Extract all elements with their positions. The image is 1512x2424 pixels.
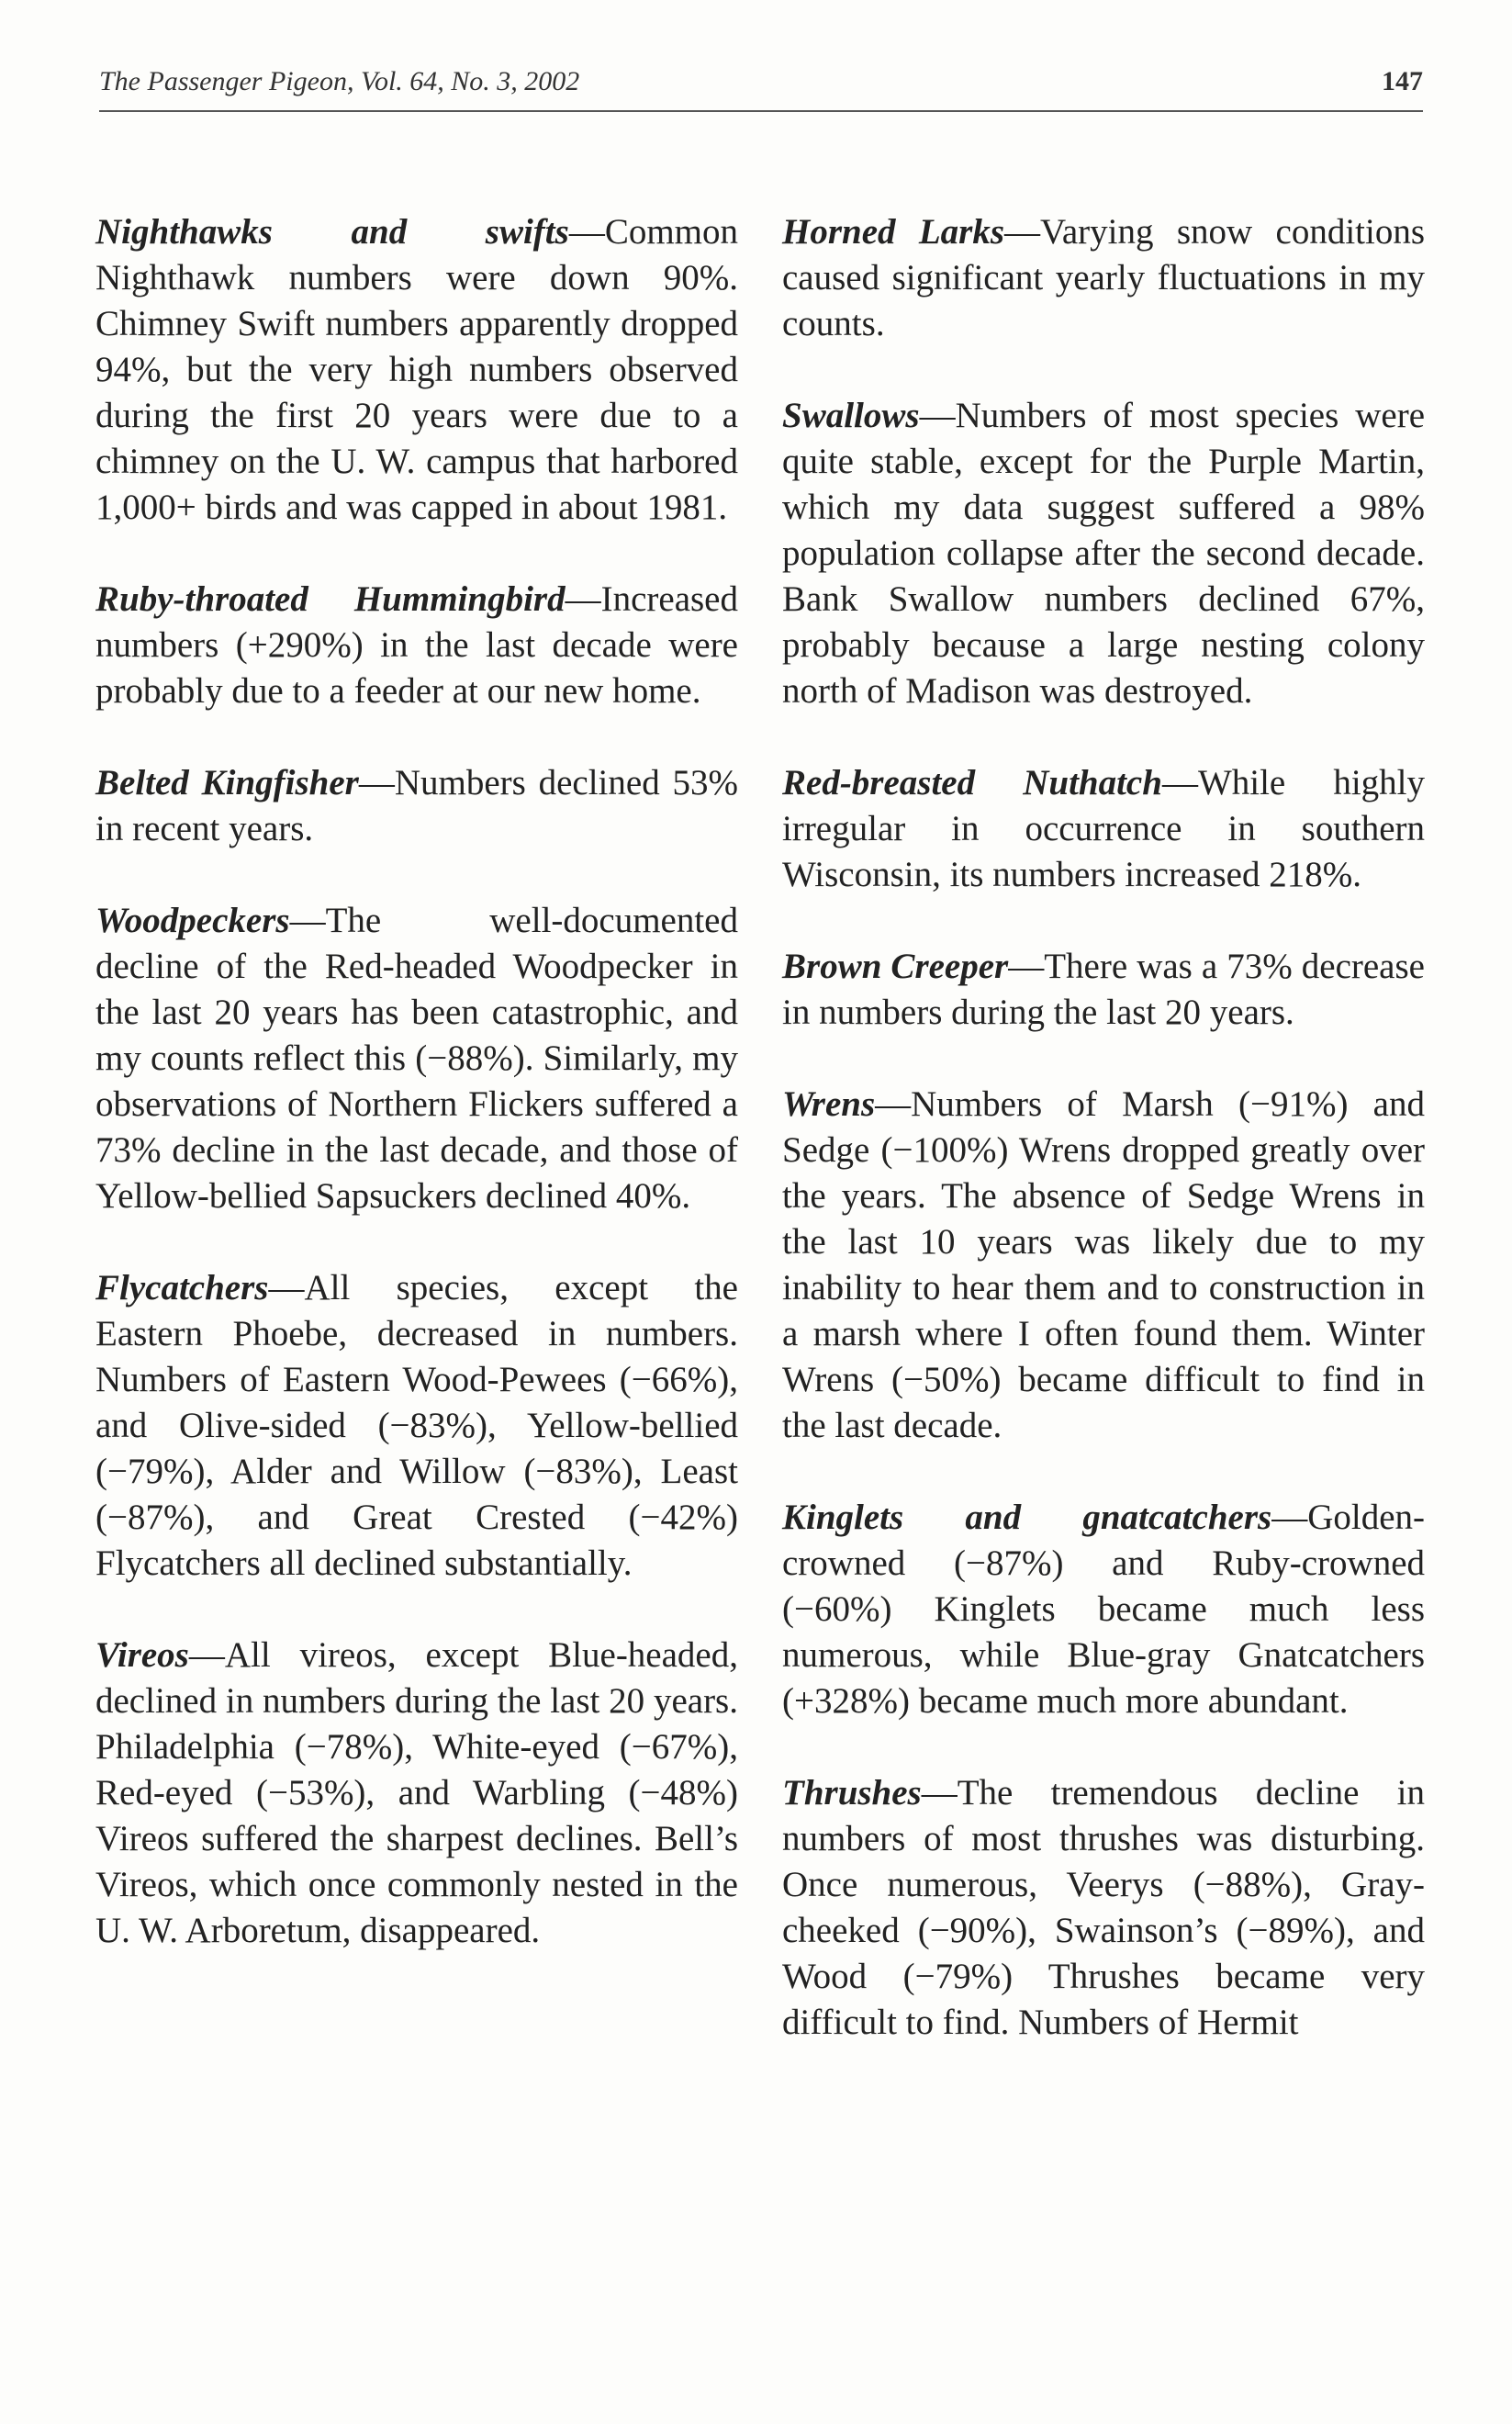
species-paragraph — [95, 577, 738, 714]
species-heading: Belted Kingfisher — [95, 763, 359, 802]
species-heading: Red-breasted Nuthatch — [782, 763, 1162, 802]
species-heading: Brown Creeper — [782, 947, 1009, 986]
species-heading: Flycatchers — [95, 1268, 269, 1307]
species-paragraph — [782, 209, 1425, 347]
species-text: —All vireos, except Blue-headed, declined in numbers during the last 20 years. Philadelphia (−78%), White-eyed (−67%), Red-eyed (−53%), and Warbling (−48%) Vireos suffered the sharpest declines. Bell’s Vireos, which once commonly nested in the U. W. Arboretum, disappeared. — [95, 1635, 738, 1950]
page-number: 147 — [1382, 66, 1423, 96]
species-paragraph — [782, 1082, 1425, 1449]
species-text: —Golden-crowned (−87%) and Ruby-crowned (−60%) Kinglets became much less numerous, while Blue-gray Gnatcatchers (+328%) became much more abundant. — [782, 1498, 1425, 1721]
species-text: —Numbers of Marsh (−91%) and Sedge (−100%) Wrens dropped greatly over the years. The absence of Sedge Wrens in the last 10 years was likely due to my inability to hear them and to construction in a marsh where I often found them. Winter Wrens (−50%) became difficult to find in the last decade. — [782, 1084, 1425, 1445]
species-text: —The tremendous decline in numbers of most thrushes was disturbing. Once numerous, Veerys (−88%), Gray-cheeked (−90%), Swainson’s (−89%), and Wood (−79%) Thrushes became very difficult to find. Numbers of Hermit — [782, 1773, 1425, 2042]
left-column — [95, 209, 738, 2000]
species-paragraph — [782, 1495, 1425, 1724]
species-text: —There was a 73% decrease in numbers during the last 20 years. — [782, 947, 1425, 1032]
species-paragraph — [782, 760, 1425, 898]
species-heading: Vireos — [95, 1635, 189, 1675]
species-paragraph — [95, 898, 738, 1219]
species-text: —All species, except the Eastern Phoebe, decreased in numbers. Numbers of Eastern Wood-Pewees (−66%), and Olive-sided (−83%), Yellow-bellied (−79%), Alder and Willow (−83%), Least (−87%), and Great Crested (−42%) Flycatchers all declined substantially. — [95, 1268, 738, 1583]
species-heading: Nighthawks and swifts — [95, 212, 569, 252]
species-paragraph — [95, 1265, 738, 1587]
species-paragraph — [782, 393, 1425, 714]
species-paragraph — [95, 760, 738, 852]
species-heading: Horned Larks — [782, 212, 1005, 252]
species-paragraph — [95, 209, 738, 531]
right-column — [782, 209, 1425, 2092]
species-heading: Wrens — [782, 1084, 876, 1124]
species-text: —Varying snow conditions caused significant yearly fluctuations in my counts. — [782, 212, 1425, 343]
species-heading: Ruby-throated Hummingbird — [95, 579, 566, 619]
species-heading: Thrushes — [782, 1773, 922, 1812]
running-header — [99, 66, 1423, 112]
journal-title: The Passenger Pigeon, Vol. 64, No. 3, 2002 — [99, 66, 580, 96]
species-paragraph — [782, 1770, 1425, 2046]
species-text: —While highly irregular in occurrence in southern Wisconsin, its numbers increased 218%. — [782, 763, 1425, 894]
species-heading: Swallows — [782, 396, 920, 435]
species-text: —Numbers of most species were quite stable, except for the Purple Martin, which my data suggest suffered a 98% population collapse after the second decade. Bank Swallow numbers declined 67%, probably because a large nesting colony north of Madison was destroyed. — [782, 396, 1425, 711]
species-text: —Numbers declined 53% in recent years. — [95, 763, 738, 848]
species-paragraph — [95, 1633, 738, 1954]
species-text: —The well-documented decline of the Red-headed Woodpecker in the last 20 years has been catastrophic, and my counts reflect this (−88%). Similarly, my observations of Northern Flickers suffered a 73% decline in the last decade, and those of Yellow-bellied Sapsuckers declined 40%. — [95, 901, 738, 1216]
species-text: —Common Nighthawk numbers were down 90%. Chimney Swift numbers apparently dropped 94%, but the very high numbers observed during the first 20 years were due to a chimney on the U. W. campus that harbored 1,000+ birds and was capped in about 1981. — [95, 212, 738, 527]
species-heading: Kinglets and gnatcatchers — [782, 1498, 1272, 1537]
species-paragraph — [782, 944, 1425, 1036]
species-text: —Increased numbers (+290%) in the last decade were probably due to a feeder at our new home. — [95, 579, 738, 711]
species-heading: Woodpeckers — [95, 901, 290, 940]
